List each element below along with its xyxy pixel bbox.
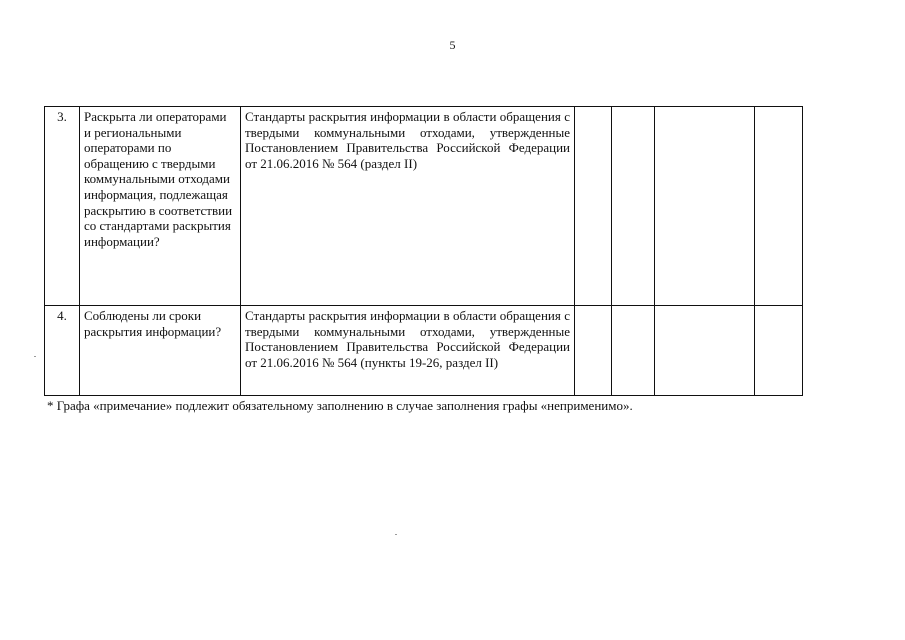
footnote: * Графа «примечание» подлежит обязательному заполнению в случае заполнения графы «неприменимо». — [47, 398, 633, 413]
legal-basis-cell: Стандарты раскрытия информации в области обращения с твердыми коммунальными отходами, утвержденные Постановлением Правительства Российской Федерации от 21.06.2016 № 564 (раздел II) — [241, 107, 575, 306]
question-cell: Соблюдены ли сроки раскрытия информации? — [80, 306, 241, 396]
checklist-table — [44, 106, 803, 396]
scan-speck — [395, 534, 397, 535]
note-cell — [755, 306, 803, 396]
question-cell: Раскрыта ли операторами и региональными операторами по обращению с твердыми коммунальными отходами информация, подлежащая раскрытию в соответствии со стандартами раскрытия информации? — [80, 107, 241, 306]
page-number: 5 — [449, 38, 456, 52]
answer-no-cell — [612, 107, 655, 306]
scan-speck — [34, 356, 36, 357]
note-cell — [755, 107, 803, 306]
table-row — [45, 306, 803, 396]
row-number: 3. — [45, 107, 80, 306]
answer-yes-cell — [575, 306, 612, 396]
table-row — [45, 107, 803, 306]
answer-not-applicable-cell — [655, 107, 755, 306]
legal-basis-cell: Стандарты раскрытия информации в области обращения с твердыми коммунальными отходами, утвержденные Постановлением Правительства Российской Федерации от 21.06.2016 № 564 (пункты 19-26, раздел II) — [241, 306, 575, 396]
answer-not-applicable-cell — [655, 306, 755, 396]
answer-yes-cell — [575, 107, 612, 306]
row-number: 4. — [45, 306, 80, 396]
answer-no-cell — [612, 306, 655, 396]
